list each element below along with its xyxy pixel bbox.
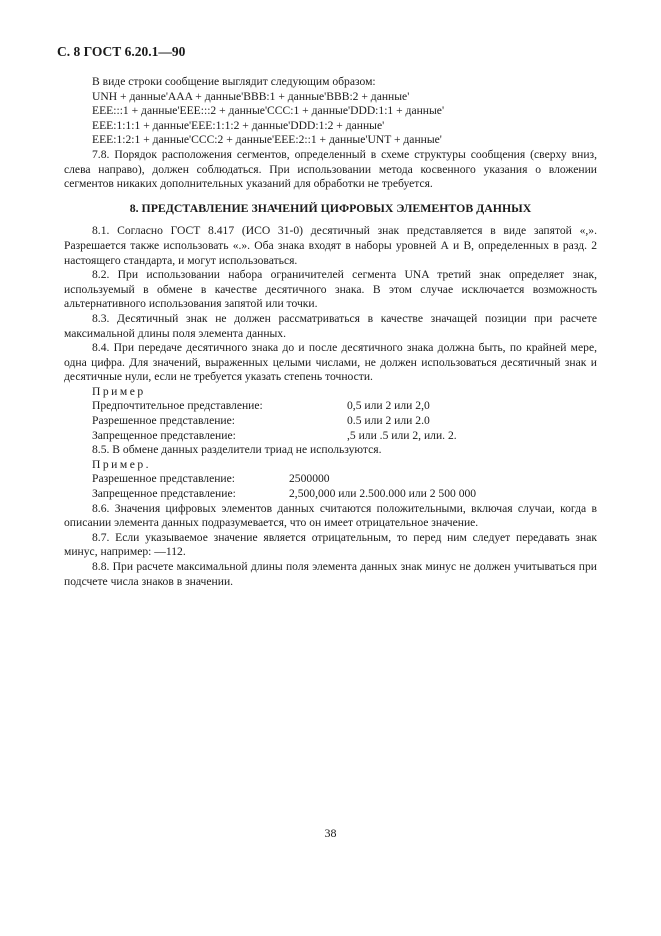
message-line: UNH + данные'AAA + данные'BBB:1 + данные'BBB:2 + данные' bbox=[92, 89, 410, 103]
example-value: 2,500,000 или 2.500.000 или 2 500 000 bbox=[289, 487, 477, 501]
example-key: Запрещенное представление: bbox=[92, 487, 236, 501]
example-row bbox=[64, 429, 597, 444]
page-number: 38 bbox=[324, 826, 337, 840]
example-value: 0,5 или 2 или 2,0 bbox=[347, 399, 430, 413]
section-heading: 8. ПРЕДСТАВЛЕНИЕ ЗНАЧЕНИЙ ЦИФРОВЫХ ЭЛЕМЕНТОВ ДАННЫХ bbox=[129, 200, 532, 215]
paragraph-8-8: 8.8. При расчете максимальной длины поля элемента данных знак минус не должен учитываться при подсчете числа знаков в значении. bbox=[64, 560, 597, 588]
paragraph-8-6: 8.6. Значения цифровых элементов данных считаются положительными, включая случаи, когда в описании элемента данных подразумевается, что он имеет отрицательное значение. bbox=[64, 501, 597, 530]
intro-lead: В виде строки сообщение выглядит следующим образом: bbox=[92, 75, 376, 88]
paragraph-8-1: 8.1. Согласно ГОСТ 8.417 (ИСО 31-0) десятичный знак представляется в виде запятой «,». Разрешается также использовать «.». Оба знака входят в наборы уровней А и В, определенных в разд. 2 настоящего стандарта, и могут использоваться. bbox=[64, 224, 597, 267]
message-line: EEE:1:2:1 + данные'CCC:2 + данные'EEE:2::1 + данные'UNT + данные' bbox=[92, 133, 442, 147]
paragraph-7-8: 7.8. Порядок расположения сегментов, определенный в схеме структуры сообщения (сверху вниз, слева направо), должен соблюдаться. При использовании метода косвенного указания о вложении сегментов никаких дополнительных указаний для обработки не требуется. bbox=[64, 147, 597, 191]
paragraph-8-2: 8.2. При использовании набора ограничителей сегмента UNA третий знак определяет знак, используемый в обмене в качестве десятичного знака. В этом случае исключается возможность альтернативного использования запятой или точки. bbox=[64, 268, 597, 311]
example-value: ,5 или .5 или 2, или. 2. bbox=[347, 428, 457, 442]
example-key: Разрешенное представление: bbox=[92, 414, 236, 428]
paragraph-8-4: 8.4. При передаче десятичного знака до и после десятичного знака должна быть, по крайней мере, одна цифра. Для значений, выраженных целыми числами, не должен использоваться десятичный знак и десятичные нули, если не требуется указать степень точности. bbox=[64, 341, 597, 384]
example-row bbox=[64, 414, 597, 429]
example-row bbox=[64, 487, 597, 502]
paragraph-8-3: 8.3. Десятичный знак не должен рассматриваться в качестве значащей позиции при расчете максимальной длины поля элемента данных. bbox=[64, 311, 597, 340]
paragraph-8-5: 8.5. В обмене данных разделители триад не используются. bbox=[92, 443, 382, 457]
example-label: Пример. bbox=[92, 457, 152, 471]
example-value: 0.5 или 2 или 2.0 bbox=[347, 414, 430, 428]
message-line: EEE:::1 + данные'EEE:::2 + данные'CCC:1 + данные'DDD:1:1 + данные' bbox=[92, 104, 445, 118]
page-content bbox=[64, 75, 597, 589]
example-key: Разрешенное представление: bbox=[92, 472, 236, 486]
paragraph-8-7: 8.7. Если указываемое значение является отрицательным, то перед ним следует передавать знак минус, например: —112. bbox=[64, 530, 597, 559]
page-header: С. 8 ГОСТ 6.20.1—90 bbox=[57, 44, 186, 59]
example-row bbox=[64, 399, 597, 414]
example-key: Предпочтительное представление: bbox=[92, 399, 263, 413]
example-row bbox=[64, 472, 597, 487]
example-label: Пример bbox=[92, 384, 146, 398]
example-key: Запрещенное представление: bbox=[92, 428, 236, 442]
example-value: 2500000 bbox=[289, 472, 330, 486]
message-line: EEE:1:1:1 + данные'EEE:1:1:2 + данные'DDD:1:2 + данные' bbox=[92, 118, 385, 132]
